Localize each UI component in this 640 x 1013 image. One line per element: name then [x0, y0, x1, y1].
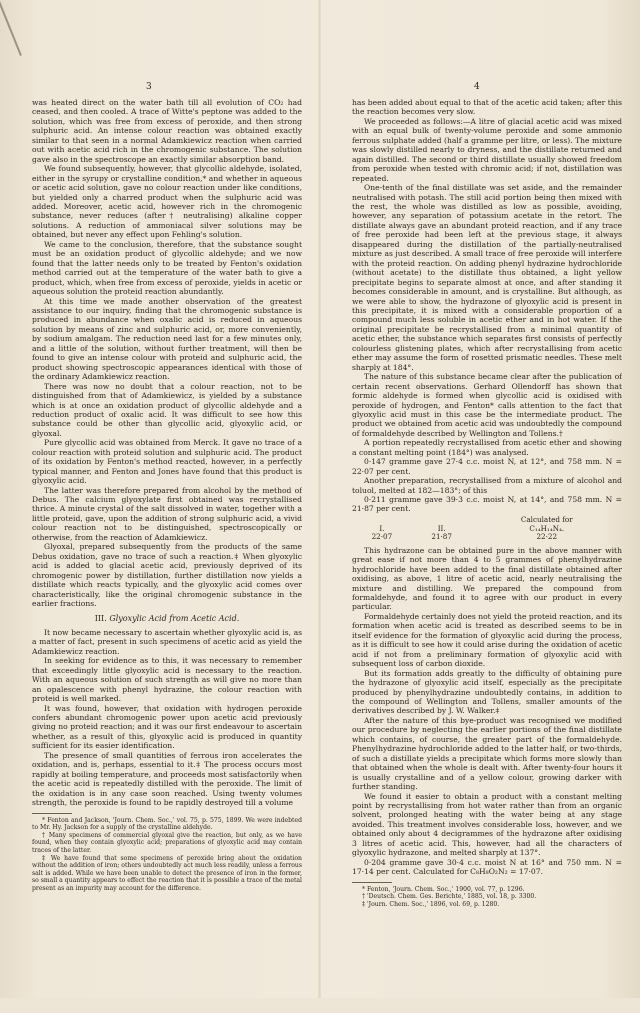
- paragraph: At this time we made another observation of the greatest assistance to our inquiry, finding that the chromogenic substance is produced in abundance when oxalic acid is reduced in aqueous solution by means of zinc and sulphuric acid, or, more conveniently, by sodium amalgam. The reduction need last for a few minutes only, and a little of the solution, without further treatment, will then be found to give an intense colour with proteid and sulphuric acid, the product showing spectroscopic appearances identical with those of the ordinary Adamkiewicz reaction.: [32, 296, 302, 382]
- paragraph: The latter was therefore prepared from alcohol by the method of Debus. The calcium glyoxylate first obtained was recrystallised thrice. A minute crystal of the salt dissolved in water, together with a little proteid, gave, upon the addition of strong sulphuric acid, a vivid colour reaction not to be distinguished, spectroscopically or otherwise, from the reaction of Adamkiewicz.: [32, 485, 302, 542]
- footnote: † 'Deutsch. Chem. Ges. Berichte,' 1885, vol. 18, p. 3300.: [362, 893, 537, 901]
- footnote: † Many specimens of commercial glyoxal give the reaction, but only, as we have found, when they contain glyoxylic acid; preparations of glyoxylic acid may contain traces of the latter.: [32, 831, 302, 854]
- paragraph: has been added about equal to that of the acetic acid taken; after this the reaction becomes very slow.: [352, 98, 622, 117]
- col-header-1: I.: [379, 523, 385, 533]
- paragraph: was heated direct on the water bath till all evolution of CO₂ had ceased, and then cooled. A trace of Witte's peptone was added to the solution, which was free from excess of peroxide, and then strong sulphuric acid. An intense colour reaction was obtained exactly similar to that seen in a normal Adamkiewicz reaction when carried out with acetic acid rich in the chromogenic substance. The solution gave also in the spectroscope an exactly similar absorption band.: [32, 98, 302, 164]
- paragraph: This hydrazone can be obtained pure in the above manner with great ease if not more than 4 to 5 grammes of phenylhydrazine hydrochloride have been added to the final distillate obtained after oxidising, as above, 1 litre of acetic acid, nearly neutralising the mixture and distilling. We prepared the compound from formaldehyde, and found it to agree with our product in every particular.: [352, 545, 622, 612]
- left-column: [32, 98, 302, 1013]
- analysis-table: [352, 516, 622, 542]
- footnote: ‡ 'Journ. Chem. Soc.,' 1896, vol. 69, p. 1280.: [362, 900, 500, 908]
- paragraph: We came to the conclusion, therefore, that the substance sought must be an oxidation product of glycollic aldehyde; and we now found that the latter needs only to be treated by Fenton's oxidation method carried out at the temperature of the water bath to give a product, which, when free from excess of peroxide, yields in acetic or aqueous solution the proteid reaction abundantly.: [32, 239, 302, 297]
- paper-crease: [0, 0, 22, 56]
- right-column: [352, 98, 622, 1013]
- paragraph: After the nature of this bye-product was recognised we modified our procedure by neglecting the earlier portions of the final distillate which contains, of course, the greater part of the formaldehyde. Phenylhydrazine hydrochloride added to the latter half, or two-thirds, of such a distillate yields a precipitate which forms more slowly than that obtained when the whole is dealt with. After twenty-four hours it is usually crystalline and of a yellow colour, growing darker with further standing.: [352, 715, 622, 792]
- paragraph: But its formation adds greatly to the difficulty of obtaining pure the hydrazone of glyoxylic acid itself, especially as the precipitate produced by phenylhydrazine undoubtedly contains, in addition to the compound of Wellington and Tollens, smaller amounts of the derivatives described by J. W. Walker.‡: [352, 668, 622, 716]
- calc-label: Calculated for: [520, 514, 573, 524]
- analysis-line: 0·204 gramme gave 30·4 c.c. moist N at 16° and 750 mm. N = 17·14 per cent. Calculated for C₈H₈O₂N₂ = 17·07.: [352, 857, 622, 877]
- paragraph: We found subsequently, however, that glycollic aldehyde, isolated, either in the syrupy or crystalline condition,* and whether in aqueous or acetic acid solution, gave no colour reaction under like conditions, but yielded only a charred product when the sulphuric acid was added. Moreover, acetic acid, however rich in the chromogenic substance, never reduces (after† neutralising) alkaline copper solutions. A reduction of ammoniacal silver solutions may be obtained, but never any effect upon Fehling's solution.: [32, 164, 302, 240]
- calc-formula: C₁₄H₁₄N₄.: [529, 523, 565, 533]
- paragraph: Another preparation, recrystallised from a mixture of alcohol and toluol, melted at 182—183°; of this: [352, 476, 622, 495]
- analysis-line: 0·147 gramme gave 27·4 c.c. moist N, at 12°, and 758 mm. N = 22·07 per cent.: [352, 457, 622, 476]
- paragraph: We found it easier to obtain a product with a constant melting point by recrystallising from hot water rather than from an organic solvent, prolonged heating with the water being at any stage avoided. This treatment involves considerable loss, however, and we obtained only about 4 decigrammes of the hydrazone after oxidising 3 litres of acetic acid. This, however, had all the characters of glyoxylic hydrazone, and melted sharply at 137°.: [352, 791, 622, 858]
- footnote-rule: [352, 882, 392, 883]
- page-fold: [318, 0, 321, 998]
- paragraph: We proceeded as follows:—A litre of glacial acetic acid was mixed with an equal bulk of twenty-volume peroxide and some ammonio ferrous sulphate added (half a gramme per litre, or less). The mixture was slowly distilled nearly to dryness, and the distillate returned and again distilled. The second or third distillate usually showed freedom from peroxide when tested with chromic acid; if not, distillation was repeated.: [352, 116, 622, 183]
- paragraph: The nature of this substance became clear after the publication of certain recent observations. Gerhard Ollendorff has shown that formic aldehyde is formed when glycollic acid is oxidised with peroxide of hydrogen, and Fenton* calls attention to the fact that glyoxylic acid must in this case be the intermediate product. The product we obtained from acetic acid was undoubtedly the compound of formaldehyde described by Wellington and Tollens.†: [352, 372, 622, 438]
- paragraph: Glyoxal, prepared subsequently from the products of the same Debus oxidation, gave no trace of such a reaction.‡ When glyoxylic acid is added to glacial acetic acid, previously deprived of its chromogenic power by distillation, further distillation now yields a distillate which reacts typically, and the glyoxylic acid comes over characteristically, like the original chromogenic substance in the earlier fractions.: [32, 542, 302, 609]
- paragraph: One-tenth of the final distillate was set aside, and the remainder neutralised with potash. The still acid portion being then mixed with the rest, the whole was distilled as low as possible, avoiding, however, any separation of potassium acetate in the retort. The distillate always gave an abundant proteid reaction, and if any trace of free peroxide had been left at the previous stage, it always disappeared during the distillation of the partially-neutralised mixture as just described. A small trace of free peroxide will interfere with the proteid reaction. On adding phenyl hydrazine hydrochloride (without acetate) to the distillate thus obtained, a light yellow precipitate begins to separate almost at once, and after standing it becomes considerable in amount, and is crystalline. But although, as we were able to show, the hydrazone of glyoxylic acid is present in this precipitate, it is mixed with a considerable proportion of a compound much less soluble in acetic ether and in hot water. If the original precipitate be recrystallised from a minimal quantity of acetic ether, the substance which separates first consists of perfectly colourless glistening plates, which after recrystallising from acetic ether may assume the form of rosetted prismatic needles. These melt sharply at 184°.: [352, 183, 622, 372]
- col-header-2: II.: [437, 523, 446, 533]
- analysis-line: 0·211 gramme gave 39·3 c.c. moist N, at 14°, and 758 mm. N = 21·87 per cent.: [352, 495, 622, 514]
- table-cell: 22·07: [371, 532, 393, 542]
- paragraph: It now became necessary to ascertain whether glyoxylic acid is, as a matter of fact, present in such specimens of acetic acid as yield the Adamkiewicz reaction.: [32, 627, 302, 656]
- paragraph: Pure glycollic acid was obtained from Merck. It gave no trace of a colour reaction with proteid solution and sulphuric acid. The product of its oxidation by Fenton's method reacted, however, in a perfectly typical manner, and Fenton and Jones have found that this product is glyoxylic acid.: [32, 438, 302, 486]
- footnotes: [32, 813, 302, 893]
- paragraph: The presence of small quantities of ferrous iron accelerates the oxidation, and is, perhaps, essential to it.‡ The process occurs most rapidly at boiling temperature, and proceeds most satisfactorily when the acetic acid is repeatedly distilled with the peroxide. The limit of the oxidation is in any case soon reached. Using twenty volumes strength, the peroxide is found to be rapidly destroyed till a volume: [32, 750, 302, 808]
- section-number: III.: [94, 614, 107, 624]
- section-title: Glyoxylic Acid from Acetic Acid.: [109, 614, 240, 624]
- footnote: ‡ We have found that some specimens of peroxide bring about the oxidation without the addition of iron; others undoubtedly act much less readily, unless a ferrous salt is added. While we have been unable to detect the presence of iron in the former, so small a quantity appears to effect the reaction that it is possible a trace of the metal present as an impurity may account for the difference.: [32, 854, 302, 892]
- paragraph: A portion repeatedly recrystallised from acetic ether and showing a constant melting point (184°) was analysed.: [352, 438, 622, 457]
- page-number-left: 3: [146, 82, 152, 92]
- table-cell: 21·87: [431, 532, 452, 542]
- paragraph: There was now no doubt that a colour reaction, not to be distinguished from that of Adamkiewicz, is yielded by a substance which is at once an oxidation product of glycollic aldehyde and a reduction product of oxalic acid. It was difficult to see how this substance could be other than glycollic acid, glyoxylic acid, or glyoxal.: [32, 381, 302, 438]
- footnote-rule: [32, 813, 72, 814]
- paragraph: In seeking for evidence as to this, it was necessary to remember that exceedingly little glyoxylic acid is necessary to the reaction. With an aqueous solution of such strength as will give no more than an opalescence with phenyl hydrazine, the colour reaction with proteid is well marked.: [32, 656, 302, 704]
- paragraph: Formaldehyde certainly does not yield the proteid reaction, and its formation when acetic acid is treated as described seems to be in itself evidence for the formation of glyoxylic acid during the process, as it is difficult to see how it could arise during the oxidation of acetic acid if not from a preliminary formation of glyoxylic acid with subsequent loss of carbon dioxide.: [352, 611, 622, 669]
- table-cell: 22·22: [536, 532, 558, 542]
- section-heading: [32, 614, 302, 623]
- footnote: * Fenton and Jackson, 'Journ. Chem. Soc.,' vol. 75, p. 575, 1899. We were indebted to Mr. Hy. Jackson for a supply of the crystalline aldehyde.: [32, 816, 302, 832]
- paragraph: It was found, however, that oxidation with hydrogen peroxide confers abundant chromogenic power upon acetic acid previously giving no proteid reaction; and it was our first endeavour to ascertain whether, as a result of this, glyoxylic acid is produced in quantity sufficient for its easier identification.: [32, 703, 302, 751]
- page-number-right: 4: [474, 82, 480, 92]
- footnotes: [352, 882, 622, 909]
- footnote: * Fenton, 'Journ. Chem. Soc.,' 1900, vol. 77, p. 1296.: [362, 885, 525, 893]
